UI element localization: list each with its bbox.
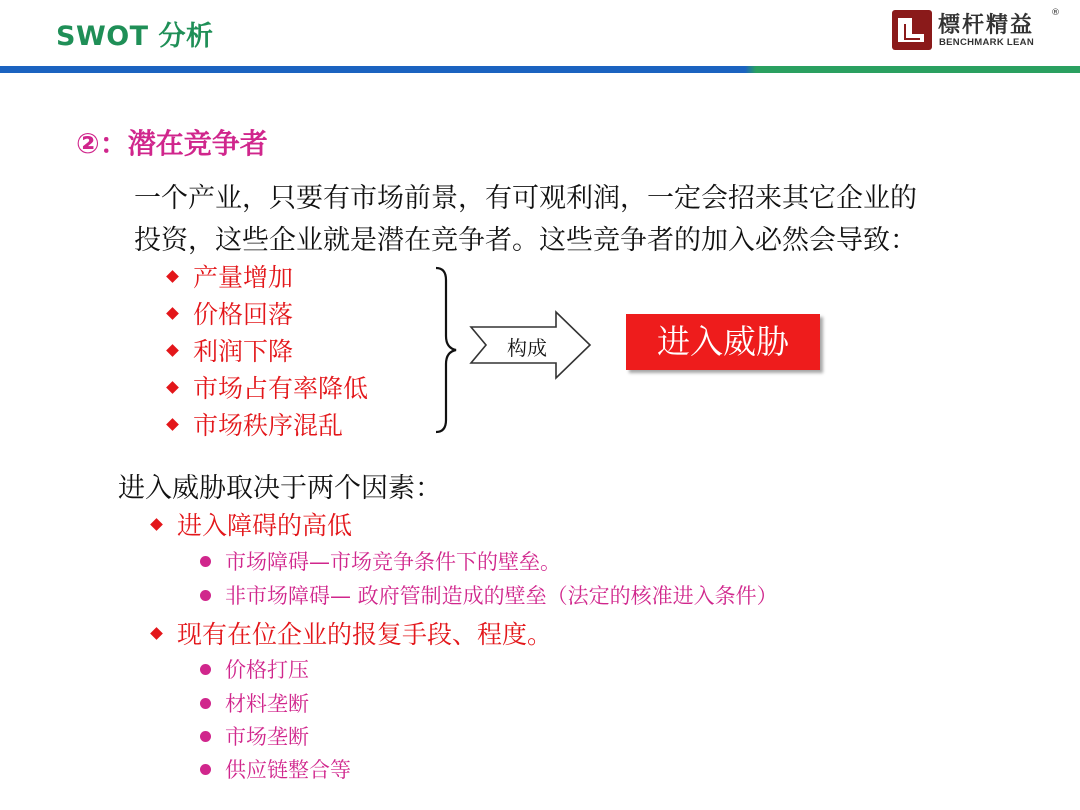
consequence-item: 市场秩序混乱 xyxy=(168,406,343,442)
slide-title: SWOT 分析 xyxy=(56,21,214,52)
diamond-bullet-icon xyxy=(166,307,179,320)
diamond-bullet-icon xyxy=(150,627,163,640)
consequence-item: 利润下降 xyxy=(168,332,293,368)
circle-bullet-icon xyxy=(200,731,211,742)
factor-sub-item: 非市场障碍— 政府管制造成的壁垒（法定的核准进入条件） xyxy=(200,580,778,610)
registered-mark: ® xyxy=(1051,8,1060,18)
logo-text-en: BENCHMARK LEAN xyxy=(939,37,1034,48)
diamond-bullet-icon xyxy=(166,381,179,394)
consequence-item: 产量增加 xyxy=(168,258,293,294)
circle-bullet-icon xyxy=(200,664,211,675)
logo-mark-icon xyxy=(892,10,932,50)
company-logo xyxy=(890,8,1060,54)
diamond-bullet-icon xyxy=(150,518,163,531)
factor-item: 进入障碍的高低 xyxy=(152,506,352,542)
section-heading: ②：潜在竞争者 xyxy=(76,127,268,160)
circle-bullet-icon xyxy=(200,556,211,567)
logo-text-cn: 標杆精益 xyxy=(938,13,1035,38)
diamond-bullet-icon xyxy=(166,270,179,283)
circle-bullet-icon xyxy=(200,590,211,601)
factor-sub-item: 市场垄断 xyxy=(200,721,309,751)
factor-sub-item: 材料垄断 xyxy=(200,688,309,718)
consequence-item: 市场占有率降低 xyxy=(168,369,368,405)
factor-sub-item: 市场障碍—市场竞争条件下的壁垒。 xyxy=(200,546,561,576)
factor-sub-item: 价格打压 xyxy=(200,654,309,684)
circle-bullet-icon xyxy=(200,764,211,775)
right-brace-icon xyxy=(430,266,460,434)
factor-sub-item: 供应链整合等 xyxy=(200,754,351,784)
intro-line-2: 投资，这些企业就是潜在竞争者。这些竞争者的加入必然会导致： xyxy=(134,225,917,256)
factors-title: 进入威胁取决于两个因素： xyxy=(118,473,442,504)
consequence-item: 价格回落 xyxy=(168,295,293,331)
diamond-bullet-icon xyxy=(166,344,179,357)
circle-bullet-icon xyxy=(200,698,211,709)
factor-item: 现有在位企业的报复手段、程度。 xyxy=(152,615,552,651)
header-divider-bar xyxy=(0,66,1080,73)
intro-line-1: 一个产业，只要有市场前景，有可观利润，一定会招来其它企业的 xyxy=(134,183,917,214)
arrow-label: 构成 xyxy=(507,336,547,360)
entry-threat-box: 进入威胁 xyxy=(626,314,820,370)
diamond-bullet-icon xyxy=(166,418,179,431)
